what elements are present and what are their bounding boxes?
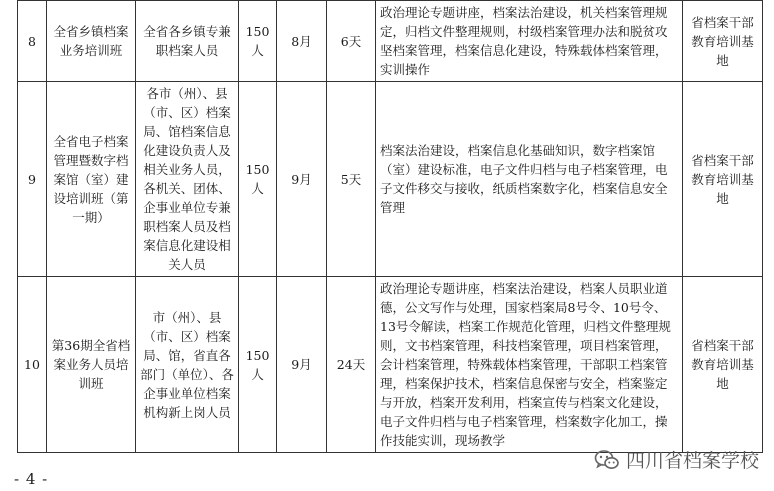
trainee-count: 150人 <box>239 82 277 277</box>
row-number: 10 <box>18 277 47 453</box>
table-row <box>18 277 763 453</box>
course-name: 全省电子档案管理暨数字档案馆（室）建设培训班（第一期） <box>47 82 136 277</box>
table-row <box>18 1 763 82</box>
course-month: 9月 <box>277 277 327 453</box>
table-row <box>18 82 763 277</box>
wechat-icon <box>594 449 620 471</box>
training-venue: 省档案干部教育培训基地 <box>683 82 763 277</box>
course-month: 9月 <box>277 82 327 277</box>
training-venue: 省档案干部教育培训基地 <box>683 277 763 453</box>
course-duration: 24天 <box>327 277 376 453</box>
watermark-text: 四川省档案学校 <box>626 450 760 472</box>
target-trainees: 全省各乡镇专兼职档案人员 <box>136 1 239 82</box>
target-trainees: 市（州）、县（市、区）档案局、馆，省直各部门（单位）、各企事业单位档案机构新上岗人员 <box>136 277 239 453</box>
course-name: 第36期全省档案业务人员培训班 <box>47 277 136 453</box>
row-number: 8 <box>18 1 47 82</box>
row-number: 9 <box>18 82 47 277</box>
course-content: 档案法治建设，档案信息化基础知识，数字档案馆（室）建设标准，电子文件归档与电子档案管理，电子文件移交与接收，纸质档案数字化，档案信息安全管理 <box>376 82 683 277</box>
course-duration: 5天 <box>327 82 376 277</box>
account-watermark <box>594 446 759 473</box>
trainee-count: 150人 <box>239 277 277 453</box>
target-trainees: 各市（州）、县（市、区）档案局、馆档案信息化建设负责人及相关业务人员，各机关、团体、企事业单位专兼职档案人员及档案信息化建设相关人员 <box>136 82 239 277</box>
course-name: 全省乡镇档案业务培训班 <box>47 1 136 82</box>
training-plan-table <box>17 0 763 453</box>
training-venue: 省档案干部教育培训基地 <box>683 1 763 82</box>
trainee-count: 150人 <box>239 1 277 82</box>
course-month: 8月 <box>277 1 327 82</box>
course-content: 政治理论专题讲座，档案法治建设，档案人员职业道德，公文写作与处理，国家档案局8号令、10号令、13号令解读，档案工作规范化管理，归档文件整理规则，文书档案管理，科技档案管理，项目档案管理，会计档案管理，特殊载体档案管理，干部职工档案管理，档案保护技术，档案信息保密与安全，档案鉴定与开放，档案开发利用，档案宣传与档案文化建设，电子文件归档与电子档案管理，档案数字化加工，操作技能实训，现场教学 <box>376 277 683 453</box>
course-duration: 6天 <box>327 1 376 82</box>
course-content: 政治理论专题讲座，档案法治建设，机关档案管理规定，归档文件整理规则，村级档案管理办法和脱贫攻坚档案管理，档案信息化建设，特殊载体档案管理，实训操作 <box>376 1 683 82</box>
page-number: - 4 - <box>14 470 49 488</box>
